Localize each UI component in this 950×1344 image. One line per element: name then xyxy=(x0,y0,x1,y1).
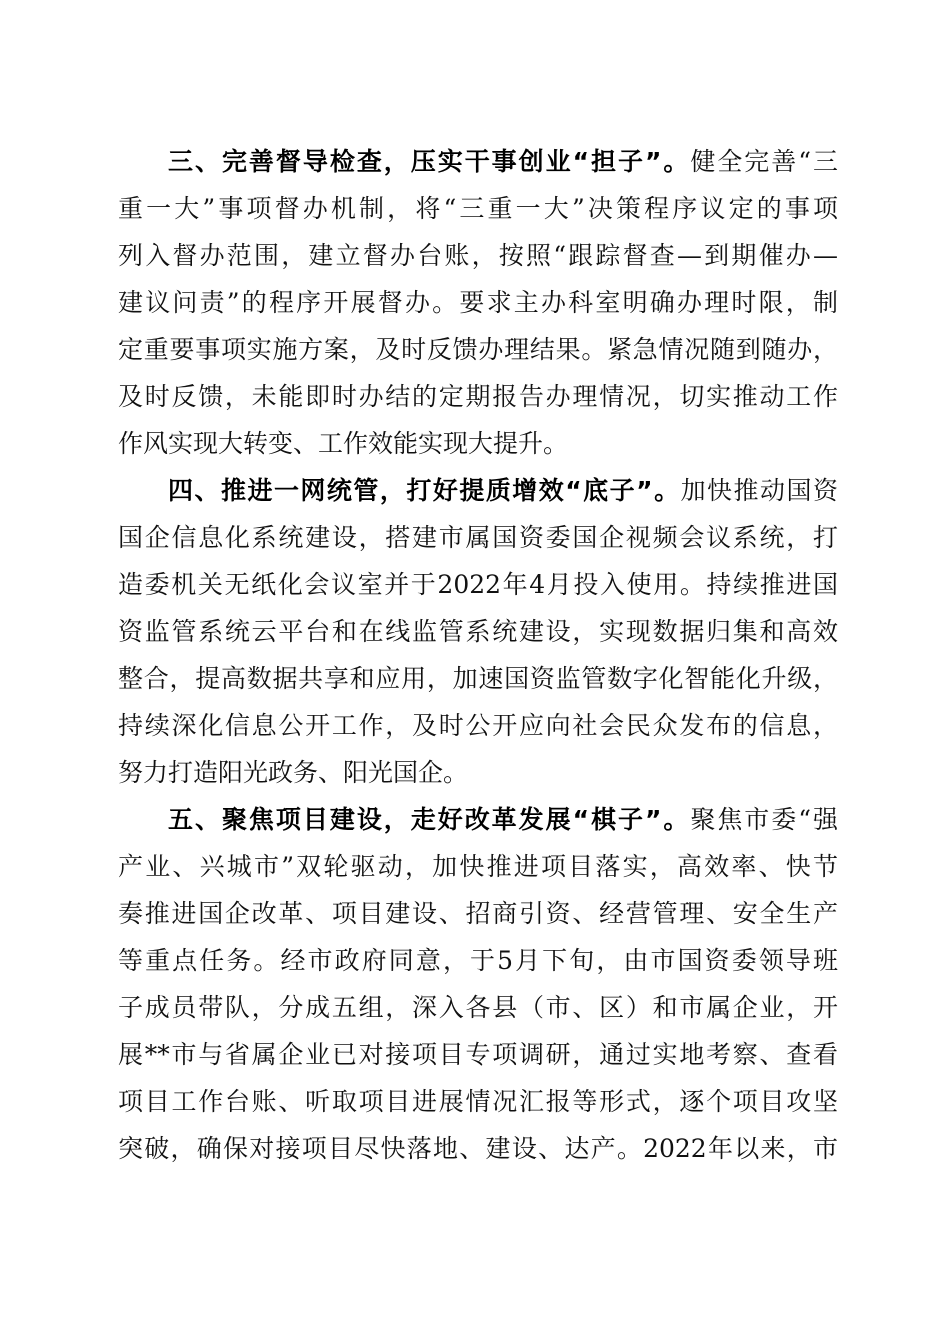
paragraph-3-line-5: 子成员带队，分成五组，深入各县（市、区）和市属企业，开 xyxy=(118,993,838,1022)
paragraph-3-line-3: 奏推进国企改革、项目建设、招商引资、经营管理、安全生产 xyxy=(118,899,838,928)
paragraph-1-line-6: 及时反馈，未能即时办结的定期报告办理情况，切实推动工作 xyxy=(118,382,838,411)
paragraph-3-line-6: 展**市与省属企业已对接项目专项调研，通过实地考察、查看 xyxy=(118,1040,838,1069)
paragraph-2-line-2: 国企信息化系统建设，搭建市属国资委国企视频会议系统，打 xyxy=(118,523,838,552)
paragraph-2-heading: 四、推进一网统管，打好提质增效“底子”。 xyxy=(168,476,681,505)
paragraph-2-line-1 xyxy=(118,467,838,514)
paragraph-1-line-4: 建议问责”的程序开展督办。要求主办科室明确办理时限，制 xyxy=(118,288,838,317)
paragraph-1-heading: 三、完善督导检查，压实干事创业“担子”。 xyxy=(168,147,691,176)
paragraph-1-text: 健全完善“三 xyxy=(690,147,838,176)
paragraph-2-line-4: 资监管系统云平台和在线监管系统建设，实现数据归集和高效 xyxy=(118,617,838,646)
paragraph-2-line-3: 造委机关无纸化会议室并于2022年4月投入使用。持续推进国 xyxy=(118,570,838,599)
paragraph-1-line-3: 列入督办范围，建立督办台账，按照“跟踪督查—到期催办— xyxy=(118,241,838,270)
paragraph-3-line-2: 产业、兴城市”双轮驱动，加快推进项目落实，高效率、快节 xyxy=(118,852,838,881)
paragraph-1-line-7: 作风实现大转变、工作效能实现大提升。 xyxy=(118,429,569,458)
paragraph-3-line-1 xyxy=(118,796,838,843)
document-body xyxy=(118,138,838,1172)
paragraph-3-heading: 五、聚焦项目建设，走好改革发展“棋子”。 xyxy=(168,805,691,834)
paragraph-1-line-2: 重一大”事项督办机制，将“三重一大”决策程序议定的事项 xyxy=(118,194,838,223)
paragraph-2-line-5: 整合，提高数据共享和应用，加速国资监管数字化智能化升级， xyxy=(118,664,838,693)
paragraph-1-line-5: 定重要事项实施方案，及时反馈办理结果。紧急情况随到随办， xyxy=(118,335,838,364)
paragraph-2-text: 加快推动国资 xyxy=(680,476,838,505)
paragraph-3-line-8: 突破，确保对接项目尽快落地、建设、达产。2022年以来，市 xyxy=(118,1134,838,1163)
paragraph-1-line-1 xyxy=(118,138,838,185)
paragraph-3-text: 聚焦市委“强 xyxy=(690,805,838,834)
paragraph-3-line-7: 项目工作台账、听取项目进展情况汇报等形式，逐个项目攻坚 xyxy=(118,1087,838,1116)
paragraph-3-line-4: 等重点任务。经市政府同意，于5月下旬，由市国资委领导班 xyxy=(118,946,838,975)
paragraph-2-line-6: 持续深化信息公开工作，及时公开应向社会民众发布的信息， xyxy=(118,711,838,740)
paragraph-2-line-7: 努力打造阳光政务、阳光国企。 xyxy=(118,758,469,787)
